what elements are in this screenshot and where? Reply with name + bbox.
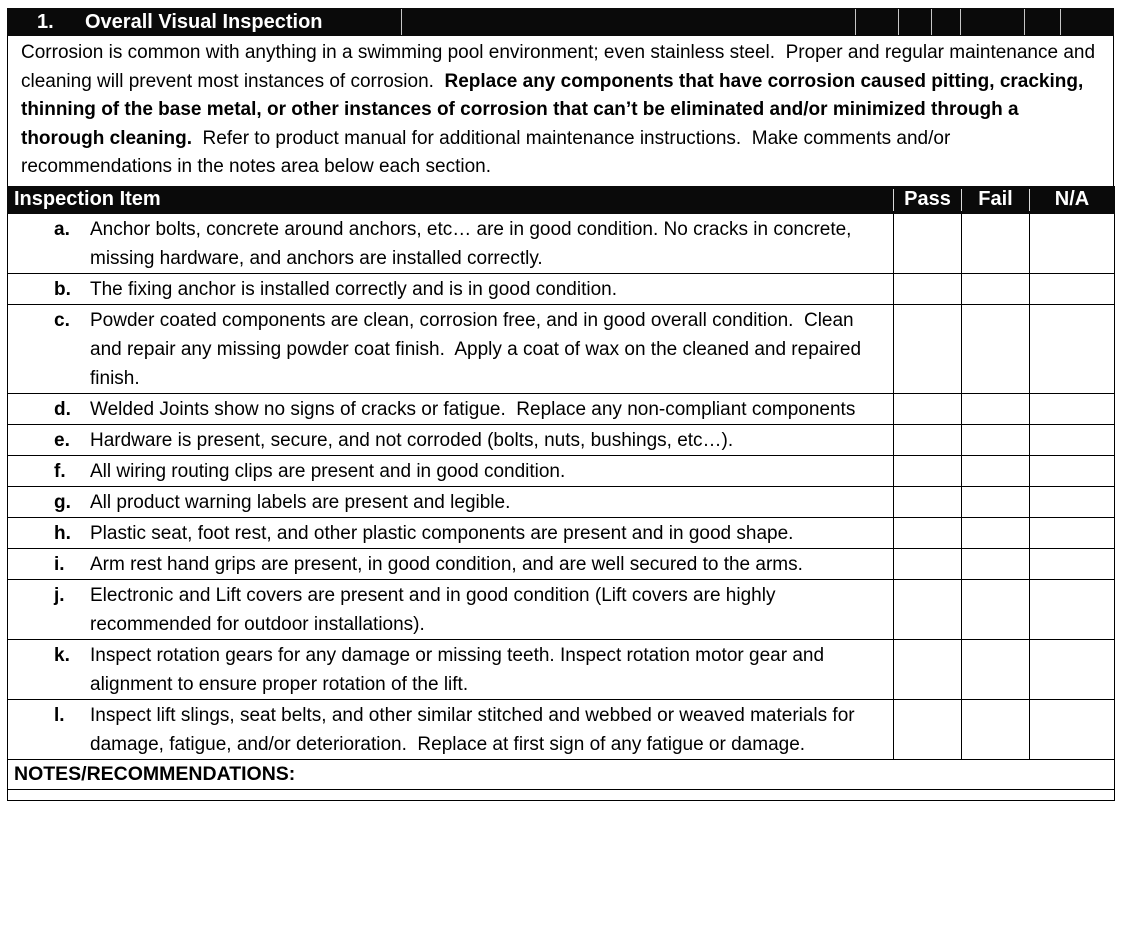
inspection-item-cell bbox=[8, 455, 894, 486]
header-gridline bbox=[960, 9, 961, 35]
na-cell[interactable] bbox=[1030, 213, 1115, 273]
row-letter: l. bbox=[54, 704, 65, 726]
table-header-row bbox=[8, 186, 1115, 213]
inspection-item-cell bbox=[8, 699, 894, 759]
section-number: 1. bbox=[37, 11, 54, 33]
pass-cell[interactable] bbox=[894, 639, 962, 699]
header-gridline bbox=[931, 9, 932, 35]
pass-cell[interactable] bbox=[894, 424, 962, 455]
header-gridline bbox=[855, 9, 856, 35]
fail-cell[interactable] bbox=[962, 579, 1030, 639]
row-letter: g. bbox=[54, 491, 71, 513]
column-header-inspection-item: Inspection Item bbox=[8, 186, 894, 213]
inspection-item-cell bbox=[8, 304, 894, 393]
fail-cell[interactable] bbox=[962, 273, 1030, 304]
notes-entry-row bbox=[8, 789, 1115, 800]
header-gridline bbox=[401, 9, 402, 35]
intro-text-2: Refer to product manual for additional maintenance instructions. Make comments and/or recommendations in the notes area below each section. bbox=[21, 127, 956, 177]
inspection-row bbox=[8, 393, 1115, 424]
row-letter: j. bbox=[54, 584, 65, 606]
row-text: Hardware is present, secure, and not corroded (bolts, nuts, bushings, etc…). bbox=[90, 429, 734, 451]
pass-cell[interactable] bbox=[894, 304, 962, 393]
inspection-item-cell bbox=[8, 486, 894, 517]
row-letter: b. bbox=[54, 278, 71, 300]
row-letter: f. bbox=[54, 460, 66, 482]
row-text: Electronic and Lift covers are present and in good condition (Lift covers are highly recommended for outdoor installations). bbox=[90, 584, 781, 635]
pass-cell[interactable] bbox=[894, 699, 962, 759]
section-header-bar bbox=[7, 8, 1114, 36]
inspection-item-cell bbox=[8, 273, 894, 304]
intro-text-bold: Replace any components that have corrosion caused pitting, cracking, thinning of the base metal, or other instances of corrosion that can’t be eliminated and/or minimized through a thorough cleaning. bbox=[21, 70, 1089, 149]
header-gridline bbox=[898, 9, 899, 35]
row-letter: k. bbox=[54, 644, 70, 666]
na-cell[interactable] bbox=[1030, 304, 1115, 393]
inspection-row bbox=[8, 273, 1115, 304]
fail-cell[interactable] bbox=[962, 517, 1030, 548]
section-title: Overall Visual Inspection bbox=[85, 11, 323, 33]
inspection-row bbox=[8, 517, 1115, 548]
inspection-item-cell bbox=[8, 424, 894, 455]
na-cell[interactable] bbox=[1030, 273, 1115, 304]
inspection-row bbox=[8, 486, 1115, 517]
row-text: All product warning labels are present and legible. bbox=[90, 491, 511, 513]
column-header-pass: Pass bbox=[894, 186, 962, 213]
na-cell[interactable] bbox=[1030, 486, 1115, 517]
fail-cell[interactable] bbox=[962, 486, 1030, 517]
pass-cell[interactable] bbox=[894, 579, 962, 639]
pass-cell[interactable] bbox=[894, 517, 962, 548]
fail-cell[interactable] bbox=[962, 548, 1030, 579]
row-text: Anchor bolts, concrete around anchors, etc… are in good condition. No cracks in concrete, missing hardware, and anchors are installed correctly. bbox=[90, 218, 857, 269]
pass-cell[interactable] bbox=[894, 486, 962, 517]
pass-cell[interactable] bbox=[894, 273, 962, 304]
notes-label-row bbox=[8, 759, 1115, 789]
column-header-na: N/A bbox=[1030, 186, 1115, 213]
na-cell[interactable] bbox=[1030, 393, 1115, 424]
inspection-item-cell bbox=[8, 517, 894, 548]
inspection-row bbox=[8, 455, 1115, 486]
row-text: All wiring routing clips are present and in good condition. bbox=[90, 460, 566, 482]
column-header-fail: Fail bbox=[962, 186, 1030, 213]
fail-cell[interactable] bbox=[962, 455, 1030, 486]
inspection-item-cell bbox=[8, 639, 894, 699]
fail-cell[interactable] bbox=[962, 213, 1030, 273]
row-text: Inspect lift slings, seat belts, and other similar stitched and webbed or weaved materials for damage, fatigue, and/or deterioration. Replace at first sign of any fatigue or damage. bbox=[90, 704, 860, 755]
na-cell[interactable] bbox=[1030, 579, 1115, 639]
pass-cell[interactable] bbox=[894, 455, 962, 486]
inspection-item-cell bbox=[8, 579, 894, 639]
row-text: Inspect rotation gears for any damage or missing teeth. Inspect rotation motor gear and alignment to ensure proper rotation of the lift. bbox=[90, 644, 830, 695]
inspection-row bbox=[8, 304, 1115, 393]
row-text: The fixing anchor is installed correctly and is in good condition. bbox=[90, 278, 618, 300]
header-gridline bbox=[1060, 9, 1061, 35]
intro-paragraph bbox=[7, 36, 1114, 186]
inspection-row bbox=[8, 579, 1115, 639]
na-cell[interactable] bbox=[1030, 424, 1115, 455]
inspection-item-cell bbox=[8, 548, 894, 579]
row-text: Plastic seat, foot rest, and other plastic components are present and in good shape. bbox=[90, 522, 794, 544]
intro-text-1: Corrosion is common with anything in a swimming pool environment; even stainless steel. Proper and regular maintenance and cleaning will prevent most instances of corrosion. bbox=[21, 42, 1101, 92]
row-text: Welded Joints show no signs of cracks or fatigue. Replace any non-compliant components bbox=[90, 398, 856, 420]
na-cell[interactable] bbox=[1030, 455, 1115, 486]
row-text: Powder coated components are clean, corrosion free, and in good overall condition. Clean and repair any missing powder coat finish. Apply a coat of wax on the cleaned and repaired finish. bbox=[90, 309, 867, 389]
notes-area[interactable] bbox=[8, 789, 1115, 800]
pass-cell[interactable] bbox=[894, 393, 962, 424]
row-letter: a. bbox=[54, 218, 70, 240]
row-text: Arm rest hand grips are present, in good condition, and are well secured to the arms. bbox=[90, 553, 803, 575]
row-letter: i. bbox=[54, 553, 65, 575]
inspection-row bbox=[8, 213, 1115, 273]
inspection-row bbox=[8, 548, 1115, 579]
fail-cell[interactable] bbox=[962, 639, 1030, 699]
na-cell[interactable] bbox=[1030, 699, 1115, 759]
fail-cell[interactable] bbox=[962, 699, 1030, 759]
na-cell[interactable] bbox=[1030, 517, 1115, 548]
fail-cell[interactable] bbox=[962, 393, 1030, 424]
row-letter: c. bbox=[54, 309, 70, 331]
na-cell[interactable] bbox=[1030, 639, 1115, 699]
inspection-row bbox=[8, 424, 1115, 455]
row-letter: d. bbox=[54, 398, 71, 420]
na-cell[interactable] bbox=[1030, 548, 1115, 579]
pass-cell[interactable] bbox=[894, 213, 962, 273]
inspection-item-cell bbox=[8, 393, 894, 424]
notes-label: NOTES/RECOMMENDATIONS: bbox=[8, 759, 1115, 789]
inspection-table bbox=[7, 186, 1115, 801]
fail-cell[interactable] bbox=[962, 424, 1030, 455]
row-letter: h. bbox=[54, 522, 71, 544]
inspection-checklist-document bbox=[7, 8, 1114, 801]
header-gridline bbox=[1024, 9, 1025, 35]
row-letter: e. bbox=[54, 429, 70, 451]
fail-cell[interactable] bbox=[962, 304, 1030, 393]
inspection-item-cell bbox=[8, 213, 894, 273]
pass-cell[interactable] bbox=[894, 548, 962, 579]
inspection-row bbox=[8, 699, 1115, 759]
inspection-row bbox=[8, 639, 1115, 699]
